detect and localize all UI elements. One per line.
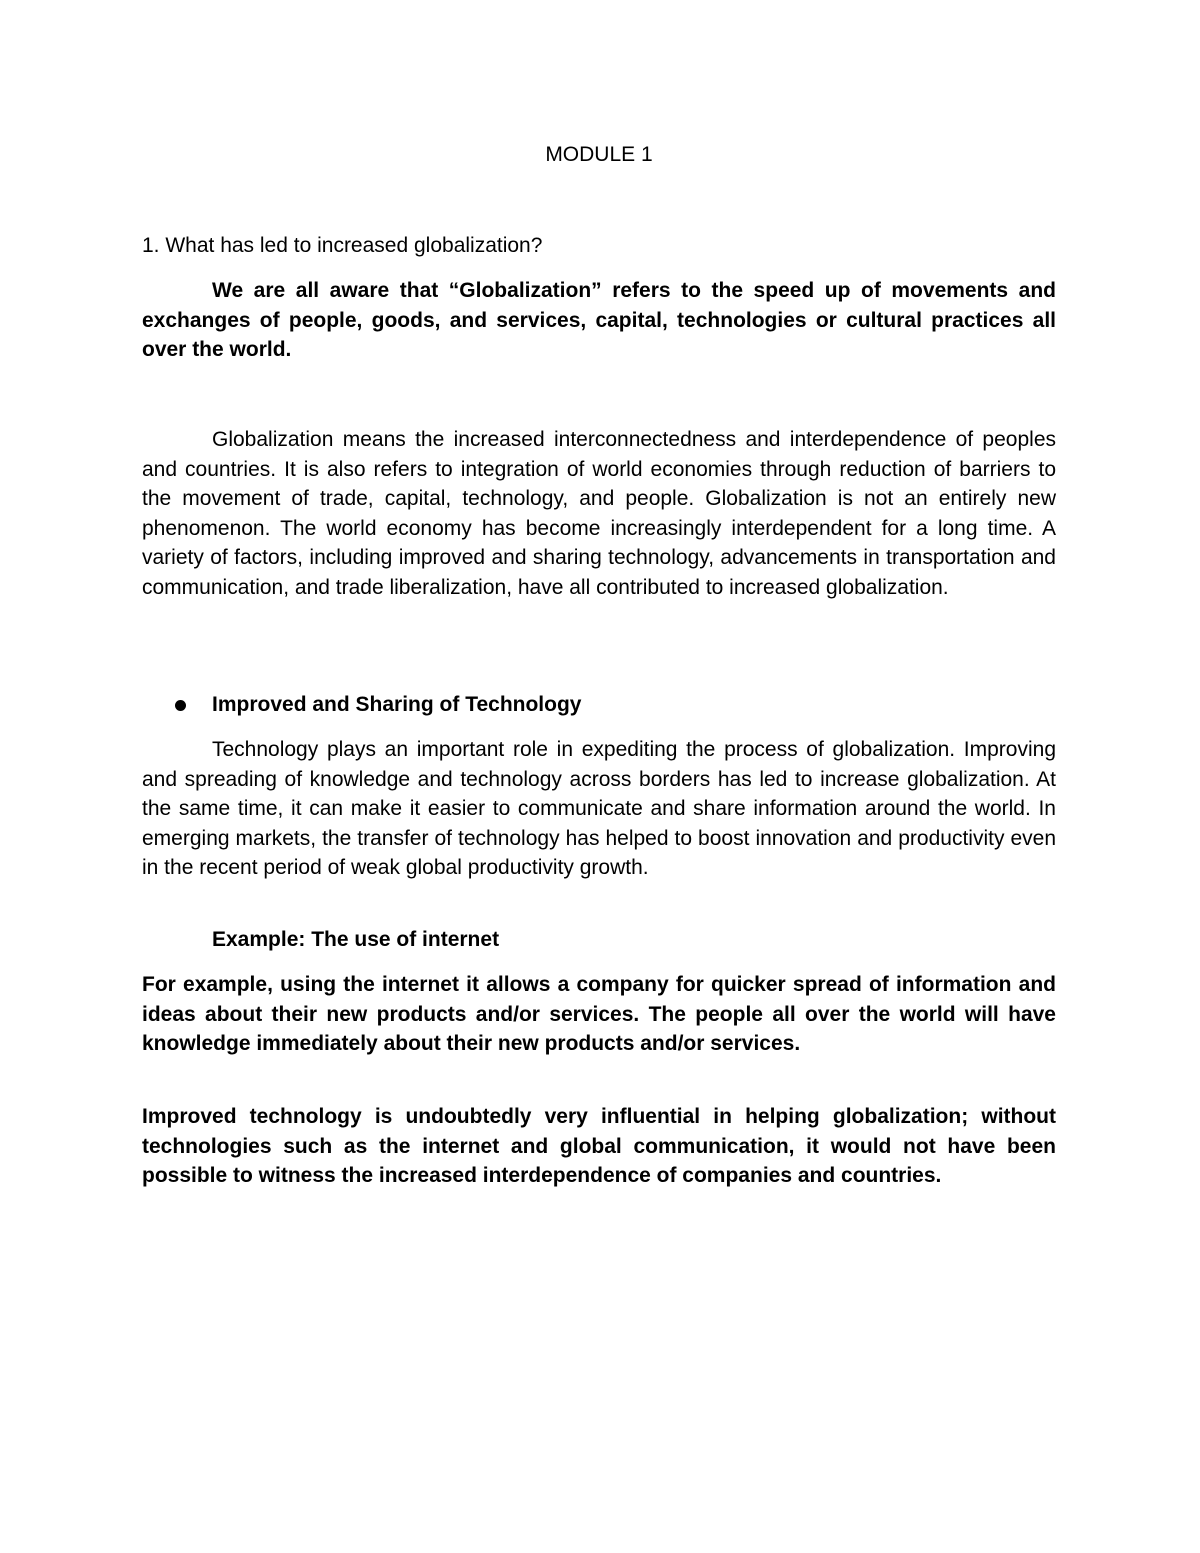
- technology-paragraph: Technology plays an important role in expediting the process of globalization. Improving and spreading of knowledge and technology across borders has led to increase globalization. At the same time, it can make it easier to communicate and share information around the world. In emerging markets, the transfer of technology has helped to boost innovation and productivity even in the recent period of weak global productivity growth.: [142, 738, 1056, 879]
- definition-paragraph: Globalization means the increased interconnectedness and interdependence of peoples and countries. It is also refers to integration of world economies through reduction of barriers to the movement of trade, capital, technology, and people. Globalization is not an entirely new phenomenon. The world economy has become increasingly interdependent for a long time. A variety of factors, including improved and sharing technology, advancements in transportation and communication, and trade liberalization, have all contributed to increased globalization.: [142, 428, 1056, 599]
- intro-paragraph: We are all aware that “Globalization” refers to the speed up of movements and exchanges of people, goods, and services, capital, technologies or cultural practices all over the world.: [142, 279, 1056, 361]
- question-text: 1. What has led to increased globalization?: [142, 234, 543, 257]
- document-body: [142, 140, 1056, 1187]
- bullet-heading: Improved and Sharing of Technology: [212, 693, 582, 716]
- conclusion-paragraph: Improved technology is undoubtedly very influential in helping globalization; without technologies such as the internet and global communication, it would not have been possible to witness the increased interdependence of companies and countries.: [142, 1105, 1056, 1187]
- example-heading: Example: The use of internet: [212, 928, 500, 951]
- module-title: MODULE 1: [545, 143, 653, 166]
- bullet-icon: [175, 700, 186, 711]
- example-paragraph: For example, using the internet it allows a company for quicker spread of information and ideas about their new products and/or services. The people all over the world will have knowledge immediately about their new products and/or services.: [142, 973, 1056, 1055]
